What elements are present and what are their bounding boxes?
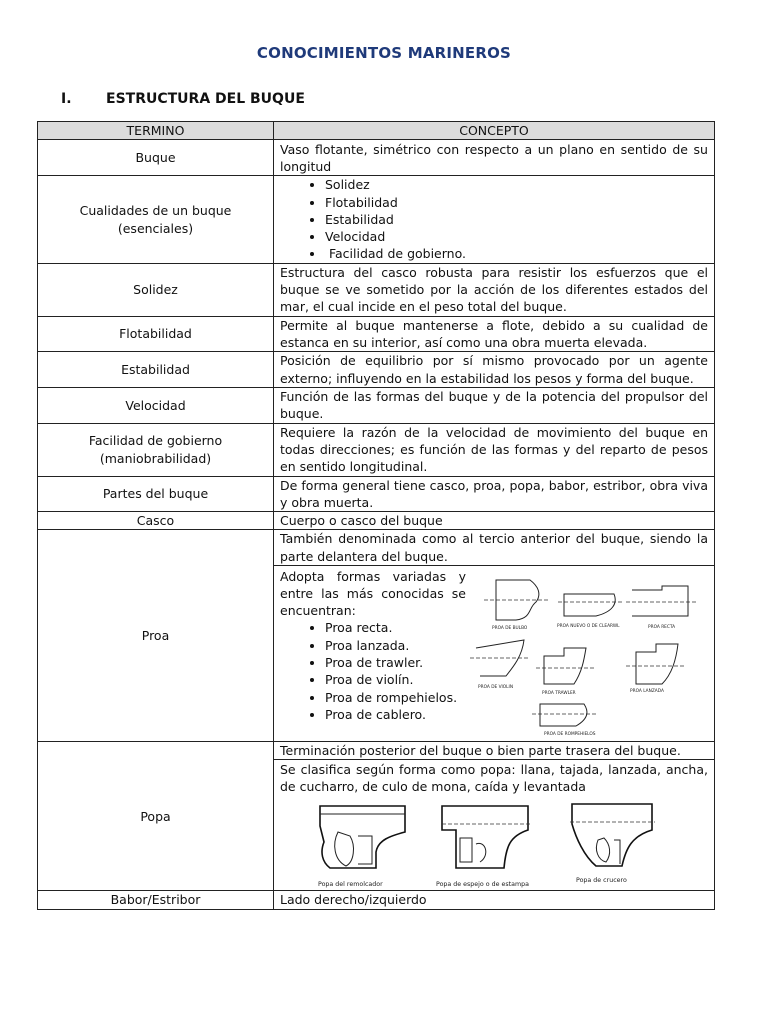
table-row bbox=[38, 742, 715, 760]
table-row bbox=[38, 891, 715, 909]
concept-cell: Permite al buque mantenerse a flote, debido a su cualidad de estanca en su interior, así como una obra muerta elevada. bbox=[274, 316, 715, 352]
term-cell: Proa bbox=[38, 530, 274, 742]
bow-bulb-sketch bbox=[484, 580, 548, 631]
list-item: • Estabilidad bbox=[325, 211, 708, 228]
proa-types-list bbox=[280, 619, 466, 723]
bow-raked-sketch bbox=[626, 644, 686, 694]
term-cell: Partes del buque bbox=[38, 476, 274, 512]
proa-types-cell bbox=[274, 566, 715, 742]
stern-types-figure bbox=[280, 796, 708, 890]
concept-cell: Vaso flotante, simétrico con respecto a un plano en sentido de su longitud bbox=[274, 140, 715, 176]
table-row bbox=[38, 476, 715, 512]
bow-types-figure bbox=[466, 568, 702, 740]
list-item: • Solidez bbox=[325, 176, 708, 193]
term-cell: Solidez bbox=[38, 263, 274, 316]
term-cell: Casco bbox=[38, 512, 274, 530]
bow-new-sketch bbox=[557, 594, 624, 629]
bow-trawler-sketch bbox=[536, 648, 596, 696]
table-row bbox=[38, 387, 715, 423]
section-title: ESTRUCTURA DEL BUQUE bbox=[106, 91, 305, 107]
term-cell: Velocidad bbox=[38, 387, 274, 423]
table-row bbox=[38, 530, 715, 566]
list-item: • Velocidad bbox=[325, 228, 708, 245]
term-cell: Cualidades de un buque (esenciales) bbox=[38, 176, 274, 263]
section-number: I. bbox=[61, 91, 72, 107]
term-cell: Popa bbox=[38, 742, 274, 891]
caption-proa-rompehielos: PROA DE ROMPEHIELOS bbox=[544, 731, 596, 737]
concept-cell bbox=[274, 176, 715, 263]
column-header-termino: TERMINO bbox=[38, 122, 274, 140]
caption-popa-crucero: Popa de crucero bbox=[576, 876, 627, 884]
table-row bbox=[38, 423, 715, 476]
bow-icebreaker-sketch bbox=[532, 704, 596, 737]
document-title: CONOCIMIENTOS MARINEROS bbox=[256, 44, 512, 62]
table-header-row bbox=[38, 122, 715, 140]
bow-straight-sketch bbox=[626, 586, 698, 630]
caption-proa-nuevo: PROA NUEVO O DE CLEARWL bbox=[557, 623, 620, 629]
caption-proa-bulbo: PROA DE BULBO bbox=[492, 625, 528, 631]
list-item: • Proa de violín. bbox=[325, 671, 466, 688]
list-item: • Proa de cablero. bbox=[325, 706, 466, 723]
term-cell: Facilidad de gobierno (maniobrabilidad) bbox=[38, 423, 274, 476]
caption-proa-recta: PROA RECTA bbox=[648, 624, 676, 630]
popa-types-cell bbox=[274, 760, 715, 891]
concept-cell: De forma general tiene casco, proa, popa, babor, estribor, obra viva y obra muerta. bbox=[274, 476, 715, 512]
stern-transom-sketch bbox=[436, 806, 530, 888]
qualities-list bbox=[280, 176, 708, 262]
list-item: • Proa de trawler. bbox=[325, 654, 466, 671]
popa-classification: Se clasifica según forma como popa: llana, tajada, lanzada, ancha, de cucharro, de culo de mona, caída y levantada bbox=[280, 762, 708, 795]
proa-figure bbox=[466, 568, 708, 740]
caption-proa-violin: PROA DE VIOLIN bbox=[478, 684, 514, 690]
list-item: • Proa de rompehielos. bbox=[325, 689, 466, 706]
proa-intro: Adopta formas variadas y entre las más conocidas se encuentran: bbox=[280, 568, 466, 619]
column-header-concepto: CONCEPTO bbox=[274, 122, 715, 140]
stern-cruiser-sketch bbox=[570, 804, 655, 884]
concept-cell: Requiere la razón de la velocidad de movimiento del buque en todas direcciones; es función de las formas y del reparto de pesos en sentido longitudinal. bbox=[274, 423, 715, 476]
concept-cell: Función de las formas del buque y de la potencia del propulsor del buque. bbox=[274, 387, 715, 423]
caption-proa-lanzada: PROA LANZADA bbox=[630, 688, 664, 694]
table-row bbox=[38, 263, 715, 316]
bow-violin-sketch bbox=[470, 640, 528, 690]
list-item: • Proa recta. bbox=[325, 619, 466, 636]
caption-popa-espejo: Popa de espejo o de estampa bbox=[436, 880, 529, 888]
table-row bbox=[38, 176, 715, 263]
terms-table bbox=[37, 121, 715, 910]
concept-cell: Lado derecho/izquierdo bbox=[274, 891, 715, 909]
table-row bbox=[38, 316, 715, 352]
stern-tug-sketch bbox=[318, 806, 405, 888]
table-row bbox=[38, 352, 715, 388]
caption-popa-remolcador: Popa del remolcador bbox=[318, 880, 383, 888]
term-cell: Flotabilidad bbox=[38, 316, 274, 352]
caption-proa-trawler: PROA TRAWLER bbox=[542, 690, 576, 696]
concept-cell: También denominada como al tercio anterior del buque, siendo la parte delantera del buque. bbox=[274, 530, 715, 566]
term-cell: Babor/Estribor bbox=[38, 891, 274, 909]
table-row bbox=[38, 512, 715, 530]
list-item: • Facilidad de gobierno. bbox=[325, 245, 708, 262]
concept-cell: Terminación posterior del buque o bien parte trasera del buque. bbox=[274, 742, 715, 760]
list-item: • Proa lanzada. bbox=[325, 637, 466, 654]
table-row bbox=[38, 140, 715, 176]
list-item: • Flotabilidad bbox=[325, 194, 708, 211]
term-cell: Estabilidad bbox=[38, 352, 274, 388]
concept-cell: Posición de equilibrio por sí mismo provocado por un agente externo; influyendo en la estabilidad los pesos y forma del buque. bbox=[274, 352, 715, 388]
term-cell: Buque bbox=[38, 140, 274, 176]
concept-cell: Cuerpo o casco del buque bbox=[274, 512, 715, 530]
concept-cell: Estructura del casco robusta para resistir los esfuerzos que el buque se ve sometido por la acción de los diferentes estados del mar, el cual incide en el peso total del buque. bbox=[274, 263, 715, 316]
